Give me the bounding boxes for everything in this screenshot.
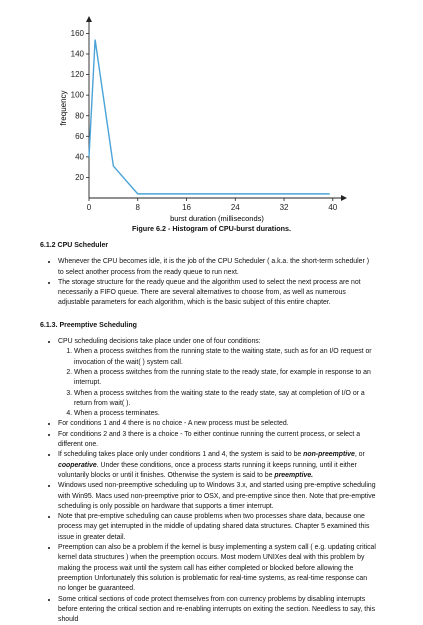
x-tick-label: 8	[136, 203, 141, 212]
x-axis-label: burst duration (milliseconds)	[170, 214, 264, 223]
x-tick-label: 0	[87, 203, 92, 212]
x-axis-ticks	[87, 198, 338, 212]
x-tick-label: 16	[182, 203, 191, 212]
figure-caption: Figure 6.2 - Histogram of CPU-burst durations.	[0, 224, 423, 233]
term-cooperative: cooperative	[58, 462, 97, 469]
frequency-series-line	[89, 40, 330, 194]
list-item: • For conditions 2 and 3 there is a choice - To either continue running the current process, or select a different one.	[58, 430, 376, 451]
y-tick-label: 60	[75, 132, 84, 141]
x-axis-arrowhead	[341, 195, 347, 201]
list-item: • The storage structure for the ready queue and the algorithm used to select the next process are not necessarily a FIFO queue. There are several alternatives to choose from, as well as numerous adjustable parameters for each algorithm, which is the basic subject of this entire chapter.	[58, 278, 376, 309]
y-tick-label: 20	[75, 173, 84, 182]
y-tick-label: 100	[71, 91, 85, 100]
cpu-burst-histogram-chart	[0, 0, 423, 225]
chart-axes	[86, 16, 347, 201]
condition-item: 3. When a process switches from the waiting state to the ready state, say at completion of I/O or a return from wait( ).	[74, 389, 376, 410]
conditions-list	[58, 347, 376, 419]
list-item	[58, 450, 376, 481]
y-axis-label: frequency	[59, 90, 68, 125]
text-run: . Under these conditions, once a process starts running it keeps running, until it either voluntarily blocks or until it finishes. Otherwise the system is said to be	[58, 462, 357, 479]
x-tick-label: 40	[328, 203, 337, 212]
y-tick-label: 160	[71, 29, 85, 38]
list-item: • Note that pre-emptive scheduling can cause problems when two processes share data, because one process may get interrupted in the middle of updating shared data structures. Chapter 5 examined this issue in greater detail.	[58, 512, 376, 543]
condition-item: 2. When a process switches from the running state to the ready state, for example in response to an interrupt.	[74, 368, 376, 389]
condition-item: 1. When a process switches from the running state to the waiting state, such as for an I/O request or invocation of the wait( ) system call.	[74, 347, 376, 368]
y-axis-arrowhead	[86, 16, 92, 22]
x-tick-label: 32	[280, 203, 289, 212]
list-item: • Windows used non-preemptive scheduling up to Windows 3.x, and started using pre-emptive scheduling with Win95. Macs used non-preemptive prior to OSX, and pre-emptive since then. Note that pre-emptive scheduling is only possible on hardware that supports a timer interrupt.	[58, 481, 376, 512]
list-item: • For conditions 1 and 4 there is no choice - A new process must be selected.	[58, 419, 376, 429]
y-tick-label: 80	[75, 111, 84, 120]
list-item: • Whenever the CPU becomes idle, it is the job of the CPU Scheduler ( a.k.a. the short-term scheduler ) to select another process from the ready queue to run next.	[58, 257, 376, 278]
section-heading-preemptive-scheduling: 6.1.3. Preemptive Scheduling	[40, 321, 376, 331]
y-axis-ticks	[71, 29, 89, 182]
y-tick-label: 40	[75, 152, 84, 161]
text-run: If scheduling takes place only under conditions 1 and 4, the system is said to be	[58, 451, 303, 458]
term-preemptive: preemptive.	[274, 472, 313, 479]
condition-item: 4. When a process terminates.	[74, 409, 376, 419]
y-tick-label: 140	[71, 50, 85, 59]
list-item: • Some critical sections of code protect themselves from con currency problems by disabling interrupts before entering the critical section and re-enabling interrupts on exiting the section. Needless to say, this should	[58, 595, 376, 625]
list-item: • Preemption can also be a problem if the kernel is busy implementing a system call ( e.g. updating critical kernel data structures ) when the preemption occurs. Most modern UNIXes deal with this problem by making the process wait until the system call has either completed or blocked before allowing the preemption Unfortunately this solution is problematic for real-time systems, as real-time response can no longer be guaranteed.	[58, 543, 376, 594]
term-non-preemptive: non-preemptive	[303, 451, 355, 458]
section-heading-cpu-scheduler: 6.1.2 CPU Scheduler	[40, 241, 376, 251]
preemptive-scheduling-list	[40, 337, 376, 625]
x-tick-label: 24	[231, 203, 240, 212]
cpu-scheduler-list	[40, 257, 376, 308]
y-tick-label: 120	[71, 70, 85, 79]
text-run: , or	[355, 451, 365, 458]
conditions-intro: CPU scheduling decisions take place under one of four conditions:	[58, 338, 261, 345]
list-item	[58, 337, 376, 419]
document-body	[40, 241, 376, 625]
